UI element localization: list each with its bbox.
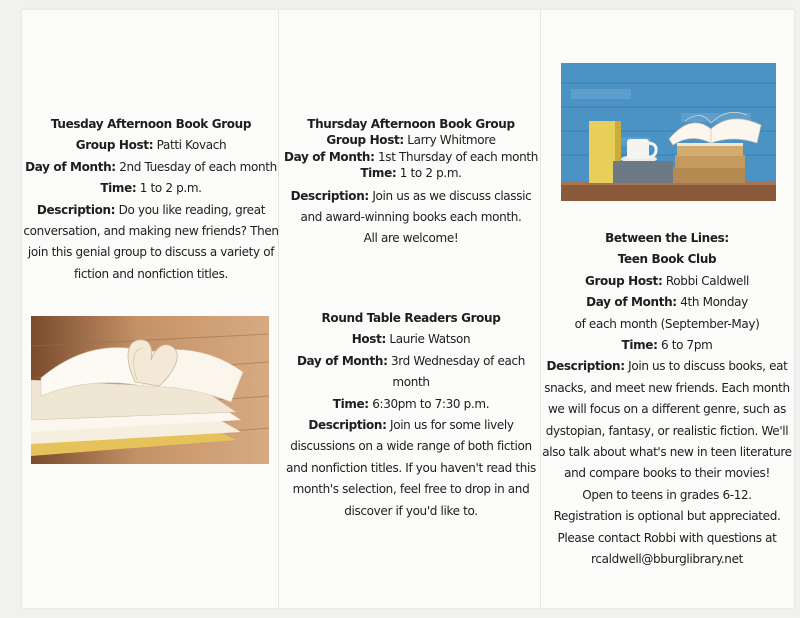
teen-note-registration: Registration is optional but appreciated. [553,509,781,524]
teen-desc-text: Join us to discuss books, eat [628,359,788,374]
tuesday-group-title: Tuesday Afternoon Book Group [50,117,252,131]
teen-desc-line-1 [540,356,794,377]
roundtable-time-value: 6:30pm to 7:30 p.m. [372,396,490,411]
roundtable-host-line [280,329,542,350]
teen-note-contact: Please contact Robbi with questions at [557,530,777,545]
teen-day-value: 4th Monday [680,295,748,310]
host-label: Group Host: [326,133,404,148]
thursday-desc-line-3: All are welcome! [363,231,459,246]
day-label: Day of Month: [296,353,388,368]
teen-desc-line-5: also talk about what's new in teen literature [542,445,792,460]
heart-book-photo [31,316,269,464]
fold-line-left [278,10,279,608]
roundtable-group-title: Round Table Readers Group [321,311,501,325]
roundtable-desc-line-2: discussions on a wide range of both fiction [290,439,532,454]
day-label: Day of Month: [283,149,375,164]
teen-club-title-line-1: Between the Lines: [605,231,729,245]
teen-day-line [540,292,794,313]
tuesday-host-name: Patti Kovach [156,138,227,153]
roundtable-host-name: Laurie Watson [389,332,471,347]
roundtable-desc-line-1 [280,415,542,436]
tuesday-desc-line-1 [20,200,282,221]
host-label: Group Host: [75,138,154,153]
time-label: Time: [360,166,397,181]
host-label: Host: [351,332,386,347]
tuesday-time-line [20,178,282,199]
roundtable-day-line [280,351,542,394]
thursday-host-name: Larry Whitmore [407,133,496,148]
roundtable-group-section [280,308,542,522]
book-stack-photo [561,63,776,201]
description-label: Description: [308,418,387,433]
roundtable-desc-line-5: discover if you'd like to. [344,503,478,518]
thursday-desc-line-2: and award-winning books each month. [300,210,522,225]
teen-contact-email[interactable]: rcaldwell@bburglibrary.net [591,552,743,567]
time-label: Time: [332,396,369,411]
roundtable-desc-text: Join us for some lively [390,418,514,433]
teen-desc-line-4: dystopian, fantasy, or realistic fiction. We'll [545,423,789,438]
teen-note-grades: Open to teens in grades 6-12. [582,487,752,502]
tuesday-group-section [20,114,282,285]
roundtable-desc-line-4: month's selection, feel free to drop in and [292,482,530,497]
tuesday-desc-line-4: fiction and nonfiction titles. [74,266,228,281]
tuesday-desc-line-3: join this genial group to discuss a variety of [27,245,275,260]
time-label: Time: [621,338,658,353]
teen-club-title-line-2: Teen Book Club [617,252,717,267]
thursday-desc-line-1 [280,186,542,207]
teen-club-section [540,228,794,571]
thursday-group-section [280,114,542,250]
teen-day-line-2: of each month (September-May) [574,316,760,331]
teen-time-value: 6 to 7pm [661,338,713,353]
teen-desc-line-6: and compare books to their movies! [564,466,770,481]
tuesday-day-value: 2nd Tuesday of each month [119,159,277,174]
host-label: Group Host: [584,273,663,288]
thursday-group-title: Thursday Afternoon Book Group [307,117,515,131]
description-label: Description: [36,202,116,217]
tuesday-day-line [20,157,282,178]
day-label: Day of Month: [586,295,677,310]
teen-host-name: Robbi Caldwell [665,273,750,288]
tuesday-desc-text: Do you like reading, great [118,202,266,217]
description-label: Description: [290,188,369,203]
roundtable-time-line [280,394,542,415]
time-label: Time: [100,181,137,196]
thursday-desc-text: Join us as we discuss classic [372,188,532,203]
roundtable-day-value: 3rd Wednesday of each month [391,353,526,390]
day-label: Day of Month: [25,159,116,174]
tuesday-time-value: 1 to 2 p.m. [139,181,202,196]
teen-desc-line-3: we will focus on a different genre, such as [547,402,787,417]
tuesday-host-line [20,135,282,156]
thursday-time-value: 1 to 2 p.m. [399,166,462,181]
roundtable-desc-line-3: and nonfiction titles. If you haven't read this [286,460,536,475]
tuesday-desc-line-2: conversation, and making new friends? Then [23,224,279,239]
teen-desc-line-2: snacks, and meet new friends. Each month [544,380,790,395]
teen-time-line [540,335,794,356]
thursday-day-value: 1st Thursday of each month [378,149,539,164]
teen-host-line [540,271,794,292]
description-label: Description: [546,359,625,374]
